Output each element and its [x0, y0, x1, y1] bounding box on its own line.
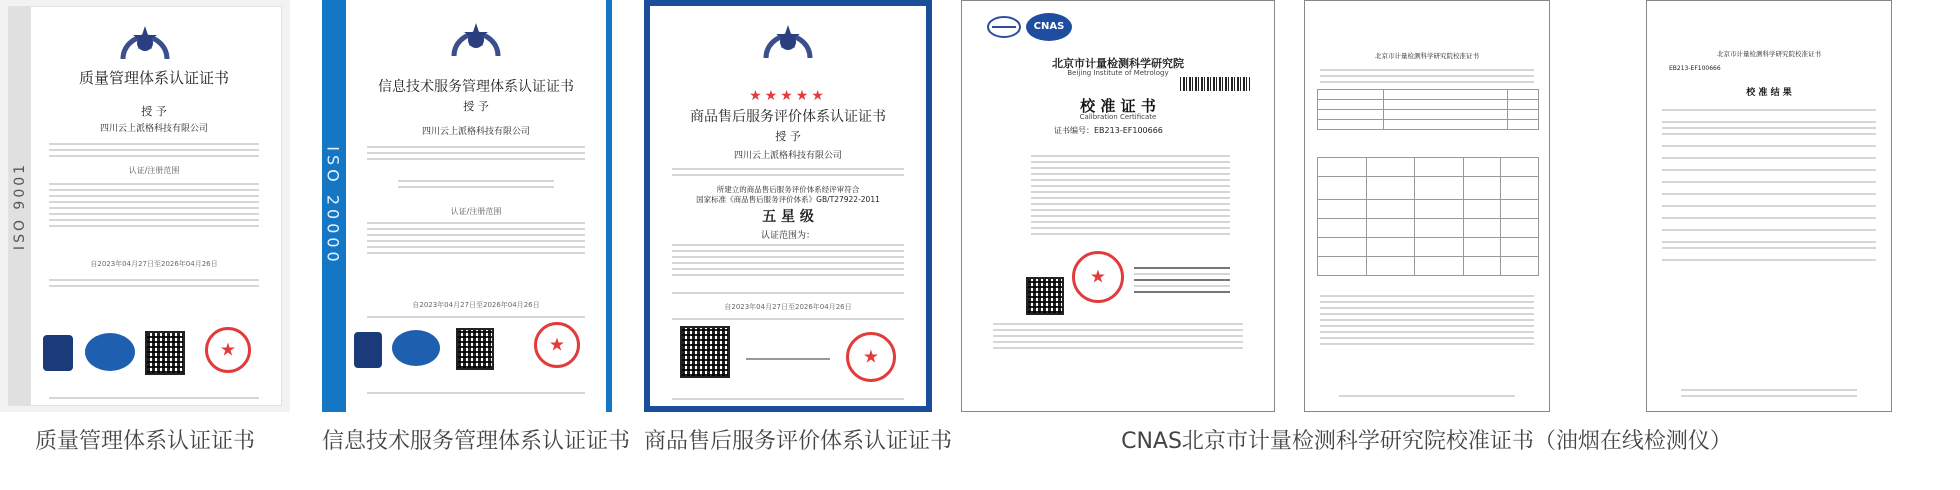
footer-lines — [993, 319, 1243, 353]
side-label: ISO 9001 — [12, 161, 28, 251]
info-lines — [1031, 151, 1231, 239]
grant-label: 授 予 — [775, 130, 801, 143]
qr-code-icon — [456, 328, 494, 370]
certificate-title: 信息技术服务管理体系认证证书 — [378, 79, 574, 95]
certificate-after-sales[interactable] — [644, 0, 932, 412]
seal-stamp-icon — [1072, 251, 1124, 303]
certificate-iso20000[interactable] — [322, 0, 612, 412]
iaf-logo-icon — [392, 330, 440, 366]
cert-no-row — [1054, 125, 1163, 136]
caption-quality-cert: 质量管理体系认证证书 — [34, 429, 255, 454]
bottom-lines — [367, 388, 585, 398]
standards-table — [1317, 157, 1539, 276]
scope-heading: 认证/注册范围 — [450, 207, 502, 216]
bottom-lines — [49, 393, 259, 403]
certificate-side-band-right — [606, 0, 612, 412]
certificate-title: 质量管理体系认证证书 — [78, 69, 229, 87]
caption-after-sales-cert: 商品售后服务评价体系认证证书 — [644, 429, 953, 454]
footer-lines — [49, 275, 259, 291]
caption-cnas-cert: CNAS北京市计量检测科学研究院校准证书（油烟在线检测仪） — [1121, 429, 1732, 454]
scope-lines — [367, 218, 585, 258]
ilac-mra-logo-icon — [986, 15, 1022, 39]
org-name: 北京市计量检测科学研究院 — [1052, 57, 1184, 70]
detail-lines — [49, 139, 259, 161]
star-level: 五 星 级 — [762, 209, 814, 225]
emblem-icon — [758, 20, 818, 60]
seal-stamp-icon — [534, 322, 580, 368]
certificate-title: 校 准 证 书 — [1080, 97, 1156, 115]
company-name: 四川云上派格科技有限公司 — [421, 127, 530, 137]
standard-lines — [398, 176, 554, 192]
certificate-cnas-results[interactable] — [1646, 0, 1892, 412]
footer-lines — [1339, 391, 1515, 401]
standard-line-1: 所建立的商品售后服务评价体系经评审符合 — [716, 185, 860, 194]
certificate-body — [650, 6, 926, 406]
page-header: 北京市计量检测科学研究院校准证书 — [1717, 50, 1821, 58]
grant-label: 授 予 — [463, 100, 489, 113]
company-name: 四川云上派格科技有限公司 — [99, 124, 208, 134]
scope-heading: 认证/注册范围 — [128, 166, 180, 175]
results-title: 校 准 结 果 — [1746, 88, 1792, 98]
bottom-lines — [672, 394, 904, 404]
seal-stamp-icon — [205, 327, 251, 373]
signature-lines — [1134, 263, 1231, 297]
page-header: 北京市计量检测科学研究院校准证书 — [1375, 52, 1479, 60]
seal-stamp-icon — [846, 332, 896, 382]
qr-code-icon — [1026, 277, 1064, 315]
cnas-logo: CNAS — [1026, 13, 1072, 41]
qr-code-icon — [145, 331, 185, 375]
footer-lines — [672, 314, 904, 324]
cert-no-label: 证书编号： — [1054, 126, 1094, 135]
side-label: ISO 20000 — [323, 146, 343, 266]
certificate-body — [346, 0, 606, 412]
ukas-logo-icon — [354, 332, 382, 368]
iaf-logo-icon — [85, 333, 135, 371]
org-name-en: Beijing Institute of Metrology — [1067, 69, 1169, 77]
certificate-cnas-page2[interactable] — [1304, 0, 1550, 412]
validity-text: 自2023年04月27日至2026年04月26日 — [724, 303, 852, 311]
certificate-title-en: Calibration Certificate — [1079, 113, 1157, 121]
results-lines — [1662, 105, 1877, 265]
certificate-title: 商品售后服务评价体系认证证书 — [690, 109, 886, 125]
notice-lines — [672, 288, 904, 298]
signature-lines — [746, 354, 830, 364]
reference-table — [1317, 89, 1539, 130]
detail-lines — [672, 164, 904, 180]
certificate-iso9001[interactable] — [0, 0, 290, 412]
certificate-cnas-calibration[interactable] — [961, 0, 1275, 412]
certificate-body — [8, 6, 282, 406]
footer-lines — [1681, 385, 1857, 401]
cert-no-value: EB213-EF100666 — [1669, 65, 1721, 72]
grant-label: 授 予 — [141, 105, 167, 118]
scope-heading: 认证范围为： — [760, 231, 815, 241]
five-stars-icon: ★★★★★ — [749, 88, 827, 104]
barcode-icon — [1180, 77, 1250, 91]
scope-lines — [672, 240, 904, 280]
scope-lines — [49, 179, 259, 231]
qr-code-icon — [680, 326, 730, 378]
emblem-icon — [115, 21, 175, 61]
cert-no-value: EB213-EF100666 — [1094, 126, 1163, 135]
emblem-icon — [446, 18, 506, 58]
intro-lines — [1320, 65, 1535, 87]
company-name: 四川云上派格科技有限公司 — [733, 151, 842, 161]
caption-it-service-cert: 信息技术服务管理体系认证证书 — [322, 429, 631, 454]
notes-lines — [1320, 291, 1535, 349]
validity-text: 自2023年04月27日至2026年04月26日 — [90, 260, 218, 268]
footer-lines — [367, 312, 585, 322]
standard-line-2: 国家标准《商品售后服务评价体系》GB/T27922-2011 — [696, 195, 880, 204]
detail-lines — [367, 142, 585, 164]
validity-text: 自2023年04月27日至2026年04月26日 — [412, 301, 540, 309]
ukas-logo-icon — [43, 335, 73, 371]
